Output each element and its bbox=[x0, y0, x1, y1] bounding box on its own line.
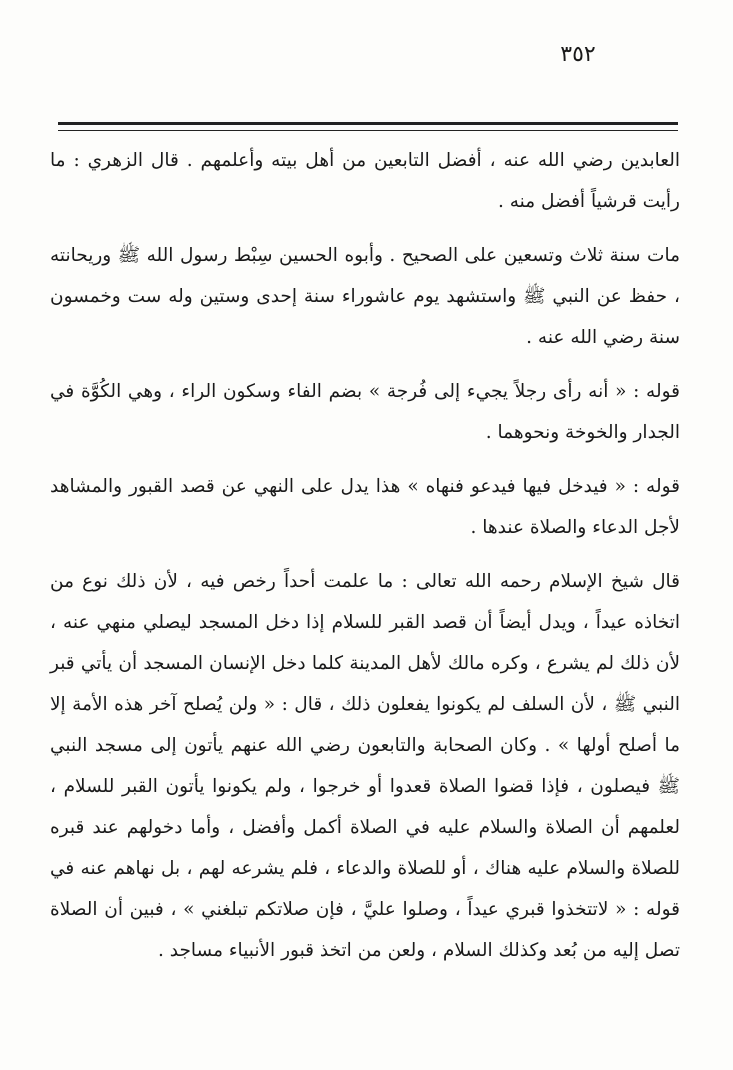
header-rule-thick bbox=[58, 122, 678, 125]
paragraph-1: العابدين رضي الله عنه ، أفضل التابعين من أهل بيته وأعلمهم . قال الزهري : ما رأيت قرشياً أفضل منه . bbox=[50, 150, 680, 212]
paragraph-3: قوله : « أنه رأى رجلاً يجيء إلى فُرجة » بضم الفاء وسكون الراء ، وهي الكُوَّة في الجدار والخوخة ونحوهما . bbox=[50, 381, 680, 443]
page-number: ٣٥٢ bbox=[560, 42, 596, 67]
paragraph-5: قال شيخ الإسلام رحمه الله تعالى : ما علمت أحداً رخص فيه ، لأن ذلك نوع من اتخاذه عيداً ، ويدل أيضاً أن قصد القبر للسلام إذا دخل المسجد ليصلي منهي عنه ، لأن ذلك لم يشرع ، وكره مالك لأهل المدينة كلما دخل الإنسان المسجد أن يأتي قبر النبي ﷺ ، لأن السلف لم يكونوا يفعلون ذلك ، قال : « ولن يُصلح آخر هذه الأمة إلا ما أصلح أولها » . وكان الصحابة والتابعون رضي الله عنهم يأتون إلى مسجد النبي ﷺ فيصلون ، فإذا قضوا الصلاة قعدوا أو خرجوا ، ولم يكونوا يأتون القبر للسلام ، لعلمهم أن الصلاة والسلام عليه في الصلاة أكمل وأفضل ، وأما دخولهم عند قبره للصلاة والسلام عليه هناك ، أو للصلاة والدعاء ، فلم يشرعه لهم ، بل نهاهم عنه في قوله : « لاتتخذوا قبري عيداً ، وصلوا عليَّ ، فإن صلاتكم تبلغني » ، فبين أن الصلاة تصل إليه من بُعد وكذلك السلام ، ولعن من اتخذ قبور الأنبياء مساجد . bbox=[50, 571, 680, 961]
paragraph-2: مات سنة ثلاث وتسعين على الصحيح . وأبوه الحسين سِبْط رسول الله ﷺ وريحانته ، حفظ عن النبي ﷺ واستشهد يوم عاشوراء سنة إحدى وستين وله ست وخمسون سنة رضي الله عنه . bbox=[50, 245, 680, 348]
header-rule-thin bbox=[58, 130, 678, 131]
body-text bbox=[50, 140, 680, 971]
paragraph-4: قوله : « فيدخل فيها فيدعو فنهاه » هذا يدل على النهي عن قصد القبور والمشاهد لأجل الدعاء والصلاة عندها . bbox=[50, 476, 680, 538]
